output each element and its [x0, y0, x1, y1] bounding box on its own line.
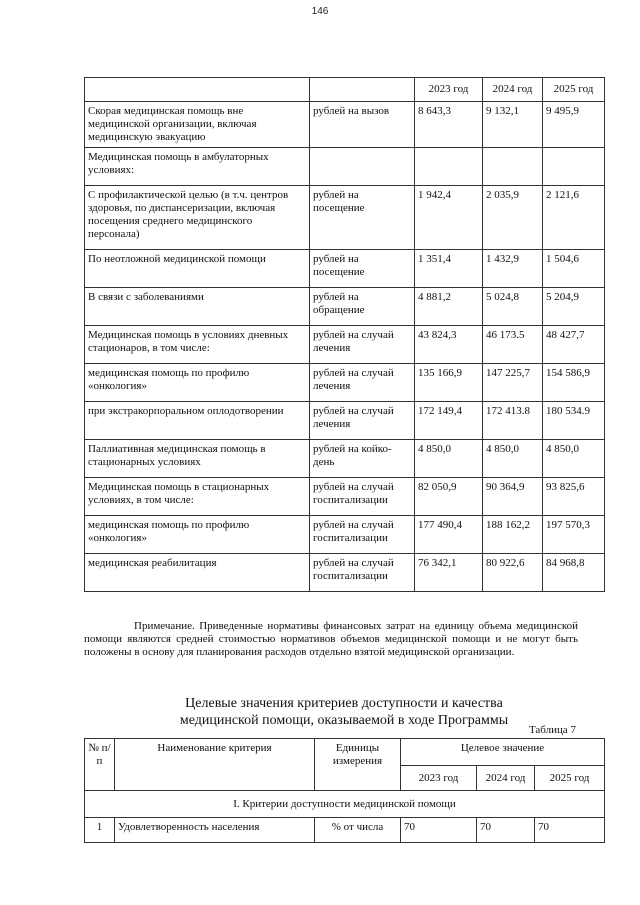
- table-row: [85, 326, 605, 364]
- row-unit: рублей на случай лечения: [310, 402, 415, 440]
- table-row: [85, 102, 605, 148]
- row-value-2023: 1 351,4: [415, 250, 483, 288]
- row-name: при экстракорпоральном оплодотворении: [85, 402, 310, 440]
- row-value-2024: 1 432,9: [483, 250, 543, 288]
- row-value-2023: 8 643,3: [415, 102, 483, 148]
- row-value-2025: 180 534.9: [543, 402, 605, 440]
- table-label: Таблица 7: [528, 724, 576, 736]
- row-unit: рублей на случай госпитализации: [310, 554, 415, 592]
- row-value-2023: 4 881,2: [415, 288, 483, 326]
- header-year-2025: 2025 год: [535, 766, 605, 791]
- row-unit: рублей на случай госпитализации: [310, 516, 415, 554]
- row-value-2023: 43 824,3: [415, 326, 483, 364]
- row-name: Медицинская помощь в стационарных условиях, в том числе:: [85, 478, 310, 516]
- row-name: Скорая медицинская помощь вне медицинской организации, включая медицинскую эвакуацию: [85, 102, 310, 148]
- header-criterion-name: Наименование критерия: [115, 739, 315, 791]
- page-number: 146: [311, 6, 329, 17]
- table-row: [85, 148, 605, 186]
- row-name: медицинская помощь по профилю «онкология»: [85, 516, 310, 554]
- row-unit: рублей на посещение: [310, 250, 415, 288]
- table-row: [85, 402, 605, 440]
- row-value-2024: 80 922,6: [483, 554, 543, 592]
- table-row: [85, 440, 605, 478]
- row-value-2025: 4 850,0: [543, 440, 605, 478]
- row-name: В связи с заболеваниями: [85, 288, 310, 326]
- header-num: № п/п: [85, 739, 115, 791]
- header-2023: 2023 год: [415, 78, 483, 102]
- row-value-2023: 135 166,9: [415, 364, 483, 402]
- header-unit: Единицы измерения: [315, 739, 401, 791]
- criteria-section-title: I. Критерии доступности медицинской помощи: [85, 791, 605, 818]
- section-title: [84, 695, 604, 729]
- criteria-header-row-1: [85, 739, 605, 766]
- row-value-2025: 9 495,9: [543, 102, 605, 148]
- row-value-2025: 154 586,9: [543, 364, 605, 402]
- row-value-2025: 1 504,6: [543, 250, 605, 288]
- row-unit: рублей на случай госпитализации: [310, 478, 415, 516]
- row-value-2025: [543, 148, 605, 186]
- header-year-2024: 2024 год: [477, 766, 535, 791]
- header-year-2023: 2023 год: [401, 766, 477, 791]
- row-name: медицинская помощь по профилю «онкология»: [85, 364, 310, 402]
- table-row: [85, 364, 605, 402]
- criterion-value-2024: 70: [477, 818, 535, 843]
- row-value-2025: 2 121,6: [543, 186, 605, 250]
- row-value-2023: 82 050,9: [415, 478, 483, 516]
- criterion-name: Удовлетворенность населения: [115, 818, 315, 843]
- table-row: [85, 516, 605, 554]
- table-row: [85, 186, 605, 250]
- row-unit: рублей на вызов: [310, 102, 415, 148]
- criteria-section-row: [85, 791, 605, 818]
- header-name: [85, 78, 310, 102]
- table-row: [85, 818, 605, 843]
- row-unit: рублей на посещение: [310, 186, 415, 250]
- row-unit: рублей на койко-день: [310, 440, 415, 478]
- row-value-2025: 93 825,6: [543, 478, 605, 516]
- row-value-2024: 2 035,9: [483, 186, 543, 250]
- row-value-2024: 188 162,2: [483, 516, 543, 554]
- table-row: [85, 478, 605, 516]
- row-value-2025: 197 570,3: [543, 516, 605, 554]
- row-value-2024: 90 364,9: [483, 478, 543, 516]
- row-value-2023: [415, 148, 483, 186]
- section-title-line-1: Целевые значения критериев доступности и качества: [185, 696, 503, 711]
- row-value-2023: 76 342,1: [415, 554, 483, 592]
- row-value-2024: 172 413.8: [483, 402, 543, 440]
- row-name: Медицинская помощь в условиях дневных стационаров, в том числе:: [85, 326, 310, 364]
- row-name: С профилактической целью (в т.ч. центров здоровья, по диспансеризации, включая посещения среднего медицинского персонала): [85, 186, 310, 250]
- criterion-unit: % от числа: [315, 818, 401, 843]
- row-value-2024: 9 132,1: [483, 102, 543, 148]
- table-row: [85, 554, 605, 592]
- table-row: [85, 288, 605, 326]
- normatives-header-row: [85, 78, 605, 102]
- row-name: Медицинская помощь в амбулаторных условиях:: [85, 148, 310, 186]
- criterion-value-2025: 70: [535, 818, 605, 843]
- criteria-table: [84, 738, 605, 843]
- row-name: По неотложной медицинской помощи: [85, 250, 310, 288]
- header-target-value: Целевое значение: [401, 739, 605, 766]
- row-value-2024: 147 225,7: [483, 364, 543, 402]
- row-unit: [310, 148, 415, 186]
- row-name: медицинская реабилитация: [85, 554, 310, 592]
- row-unit: рублей на случай лечения: [310, 326, 415, 364]
- header-2025: 2025 год: [543, 78, 605, 102]
- header-unit: [310, 78, 415, 102]
- row-value-2025: 84 968,8: [543, 554, 605, 592]
- row-name: Паллиативная медицинская помощь в стационарных условиях: [85, 440, 310, 478]
- row-value-2024: 4 850,0: [483, 440, 543, 478]
- row-unit: рублей на случай лечения: [310, 364, 415, 402]
- row-value-2025: 48 427,7: [543, 326, 605, 364]
- note-paragraph: Примечание. Приведенные нормативы финансовых затрат на единицу объема медицинской помощи являются средней стоимостью нормативов объемов медицинской помощи и не могут быть положены в основу для планирования расходов отдельно взятой медицинской организации.: [84, 620, 578, 658]
- criterion-num: 1: [85, 818, 115, 843]
- row-value-2023: 177 490,4: [415, 516, 483, 554]
- row-value-2024: 46 173.5: [483, 326, 543, 364]
- row-value-2023: 1 942,4: [415, 186, 483, 250]
- criterion-value-2023: 70: [401, 818, 477, 843]
- row-value-2025: 5 204,9: [543, 288, 605, 326]
- section-title-line-2: медицинской помощи, оказываемой в ходе Программы: [179, 713, 509, 728]
- header-2024: 2024 год: [483, 78, 543, 102]
- table-row: [85, 250, 605, 288]
- row-unit: рублей на обращение: [310, 288, 415, 326]
- row-value-2024: 5 024,8: [483, 288, 543, 326]
- row-value-2023: 4 850,0: [415, 440, 483, 478]
- row-value-2024: [483, 148, 543, 186]
- normatives-table: [84, 77, 605, 592]
- row-value-2023: 172 149,4: [415, 402, 483, 440]
